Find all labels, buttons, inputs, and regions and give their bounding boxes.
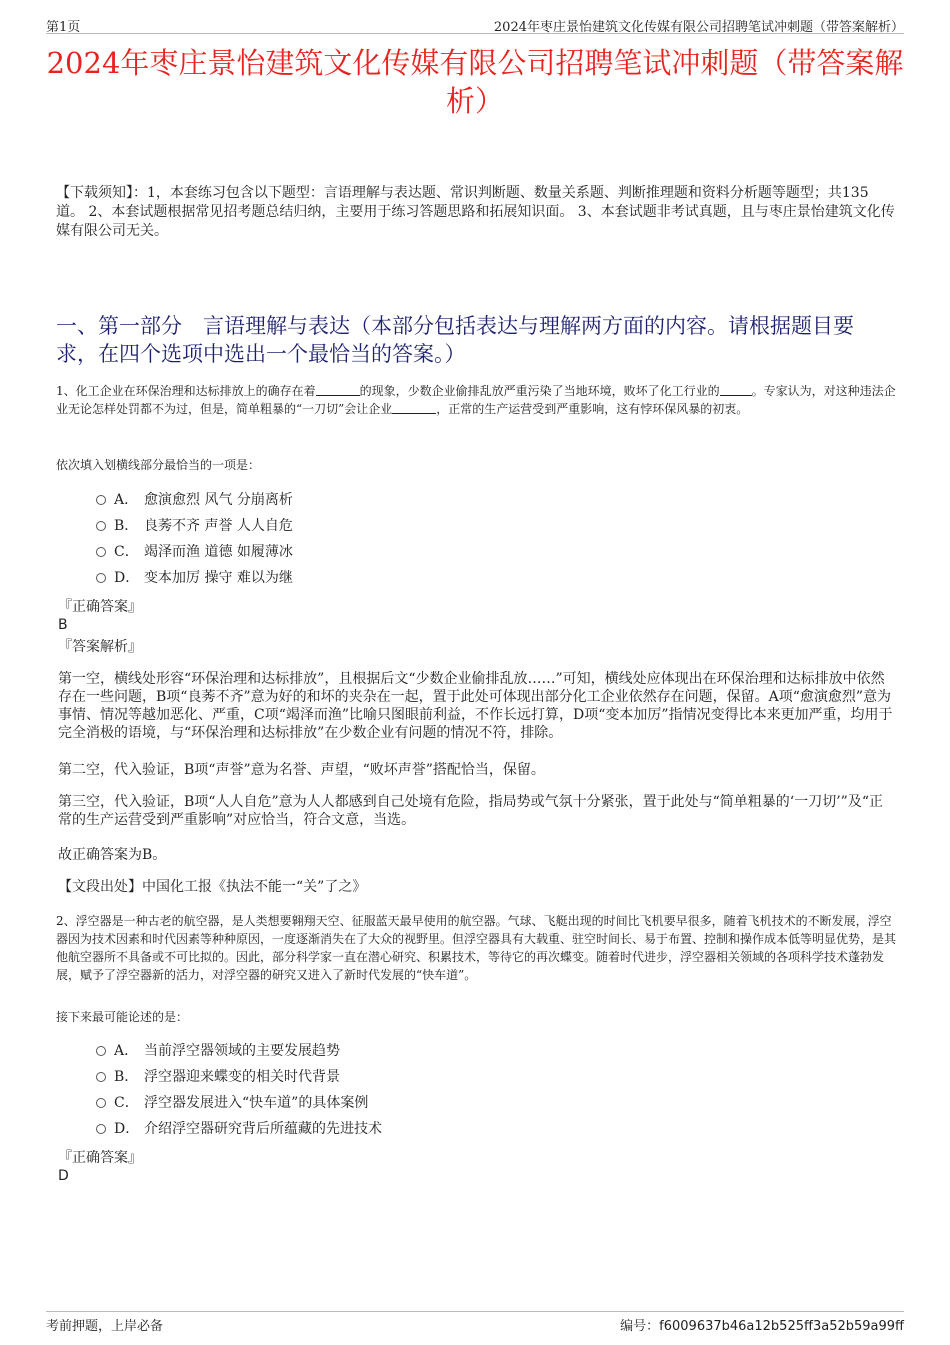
q1-analysis-paragraph: 故正确答案为B。 — [58, 847, 167, 863]
q1-analysis-paragraph: 第二空，代入验证，B项“声誉”意为名誉、声望，“败坏声誉”搭配恰当，保留。 — [58, 762, 545, 778]
q1-source: 【文段出处】中国化工报《执法不能一“关”了之》 — [58, 879, 367, 895]
radio-icon[interactable] — [96, 495, 106, 505]
q1-analysis-paragraph: 第三空，代入验证，B项“人人自危”意为人人都感到自己处境有危险，指局势或气氛十分紧张，置于此处与“简单粗暴的‘一刀切’”及“正常的生产运营受到严重影响”对应恰当，符合文意，当选。 — [58, 794, 883, 828]
q1-answer: B — [58, 617, 68, 633]
q1-option-c[interactable]: C． 竭泽而渔 道德 如履薄冰 — [96, 541, 293, 567]
q2-answer: D — [58, 1168, 69, 1184]
q1-stem-part: 1、化工企业在环保治理和达标排放上的确存在着 — [56, 384, 316, 398]
q1-option-a[interactable]: A． 愈演愈烈 风气 分崩离析 — [96, 489, 293, 515]
radio-icon[interactable] — [96, 521, 106, 531]
q1-answer-label: 『正确答案』 — [58, 599, 142, 615]
radio-icon[interactable] — [96, 547, 106, 557]
q1-stem-part: 。专家认为，对这种违法企业无论怎样处罚都不为过，但是，简单粗暴的“一刀切”会让企业 — [56, 384, 896, 416]
page-header — [46, 14, 904, 34]
section-heading: 一、第一部分 言语理解与表达（本部分包括表达与理解两方面的内容。请根据题目要求，在四个选项中选出一个最恰当的答案。） — [56, 314, 854, 366]
q2-option-d[interactable]: D． 介绍浮空器研究背后所蕴藏的先进技术 — [96, 1118, 382, 1144]
question-2-stem: 2、浮空器是一种古老的航空器，是人类想要翱翔天空、征服蓝天最早使用的航空器。气球、飞艇出现的时间比飞机要早很多，随着飞机技术的不断发展，浮空器因为技术因素和时代因素等种种原因，一度逐渐消失在了大众的视野里。但浮空器具有大载重、驻空时间长、易于布置、控制和操作成本低等明显优势，是其他航空器所不具备或不可比拟的。因此，部分科学家一直在潜心研究、积累技术，等待它的再次蝶变。随着时代进步，浮空器相关领域的各项科学技术蓬勃发展，赋予了浮空器新的活力，对浮空器的研究又进入了新时代发展的“快车道”。 — [56, 914, 897, 982]
radio-icon[interactable] — [96, 1072, 106, 1082]
question-2-options — [96, 1040, 382, 1144]
radio-icon[interactable] — [96, 1124, 106, 1134]
radio-icon[interactable] — [96, 573, 106, 583]
q2-answer-label: 『正确答案』 — [58, 1150, 142, 1166]
fill-blank — [316, 384, 360, 396]
fill-blank — [392, 402, 436, 414]
question-1-options — [96, 489, 293, 593]
q2-option-c[interactable]: C． 浮空器发展进入“快车道”的具体案例 — [96, 1092, 382, 1118]
q1-stem-part: ，正常的生产运营受到严重影响，这有悖环保风暴的初衷。 — [436, 402, 749, 416]
q1-option-d[interactable]: D． 变本加厉 操守 难以为继 — [96, 567, 293, 593]
fill-blank — [720, 384, 752, 396]
header-doc-title: 2024年枣庄景怡建筑文化传媒有限公司招聘笔试冲刺题（带答案解析） — [493, 20, 904, 35]
download-notice: 【下载须知】：1，本套练习包含以下题型：言语理解与表达题、常识判断题、数量关系题、判断推理题和资料分析题等题型；共135道。 2、本套试题根据常见招考题总结归纳，主要用于练习答题思路和拓展知识面。 3、本套试题非考试真题，且与枣庄景怡建筑文化传媒有限公司无关。 — [56, 185, 895, 239]
document-title: 2024年枣庄景怡建筑文化传媒有限公司招聘笔试冲刺题（带答案解析） — [46, 46, 904, 118]
radio-icon[interactable] — [96, 1098, 106, 1108]
q1-stem-part: 的现象，少数企业偷排乱放严重污染了当地环境，败坏了化工行业的 — [359, 384, 720, 398]
page-footer — [46, 1311, 904, 1334]
question-1-prompt: 依次填入划横线部分最恰当的一项是： — [56, 458, 261, 472]
q1-option-b[interactable]: B． 良莠不齐 声誉 人人自危 — [96, 515, 293, 541]
q1-analysis-paragraph: 第一空，横线处形容“环保治理和达标排放”，且根据后文“少数企业偷排乱放……”可知，横线处应体现出在环保治理和达标排放中依然存在一些问题，B项“良莠不齐”意为好的和坏的夹杂在一起，置于此处可体现出部分化工企业依然存在问题，保留。A项“愈演愈烈”意为事情、情况等越加恶化、严重，C项“竭泽而渔”比喻只图眼前利益，不作长远打算，D项“变本加厉”指情况变得比本来更加严重，均用于完全消极的语境，与“环保治理和达标排放”在少数企业有问题的情况不符，排除。 — [58, 671, 893, 741]
q1-analysis-label: 『答案解析』 — [58, 639, 142, 655]
question-1-stem — [56, 382, 896, 418]
footer-code: 编号：f6009637b46a12b525ff3a52b59a99ff — [620, 1319, 904, 1334]
radio-icon[interactable] — [96, 1046, 106, 1056]
q2-option-b[interactable]: B． 浮空器迎来蝶变的相关时代背景 — [96, 1066, 382, 1092]
q2-option-a[interactable]: A． 当前浮空器领域的主要发展趋势 — [96, 1040, 382, 1066]
question-2-prompt: 接下来最可能论述的是： — [56, 1010, 189, 1024]
page-number: 第1页 — [46, 20, 81, 35]
footer-slogan: 考前押题，上岸必备 — [46, 1319, 164, 1334]
